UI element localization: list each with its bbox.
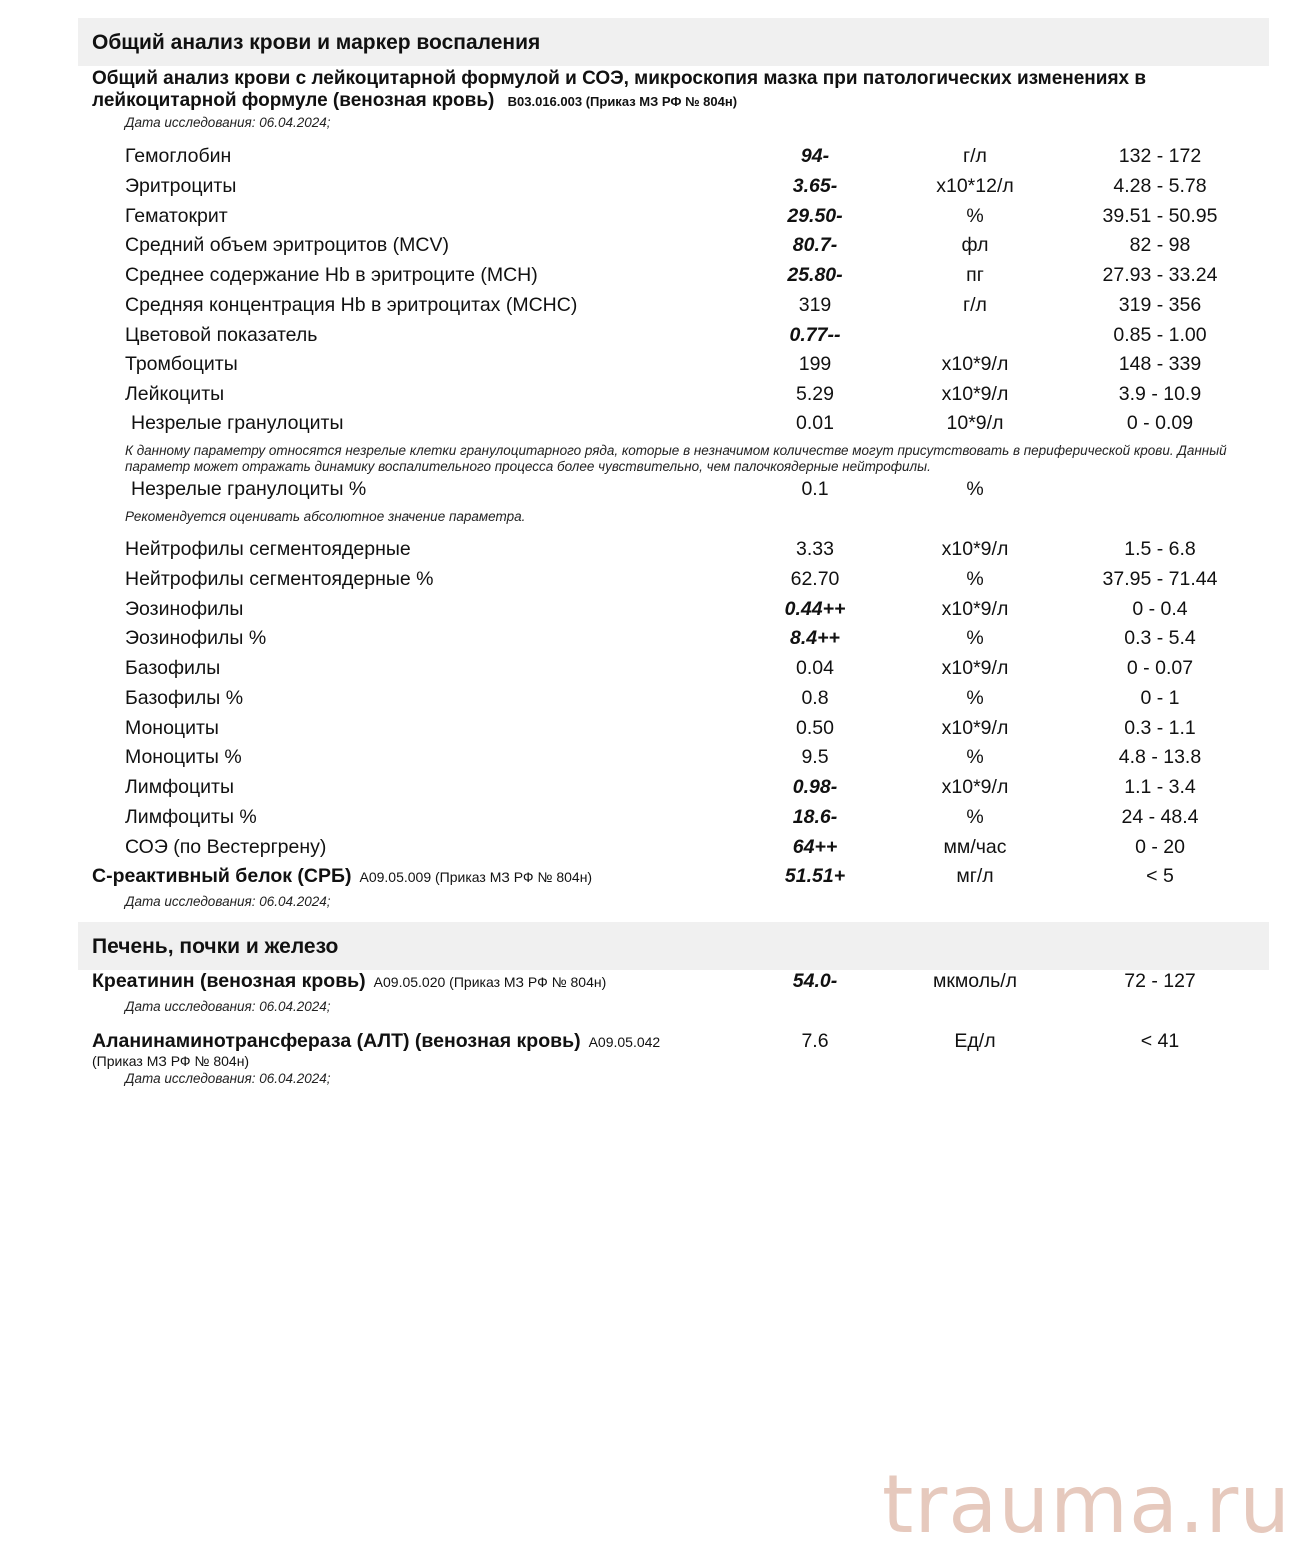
alt-code: A09.05.042 bbox=[588, 1034, 661, 1050]
result-unit: пг bbox=[966, 264, 984, 286]
result-unit: 10*9/л bbox=[946, 412, 1004, 434]
result-unit: x10*9/л bbox=[941, 597, 1009, 620]
test-date-creatinine: Дата исследования: 06.04.2024; bbox=[125, 999, 331, 1014]
result-value: 51.51+ bbox=[784, 865, 846, 887]
result-value: 0.77-- bbox=[789, 323, 841, 346]
result-value: 0.44++ bbox=[784, 597, 846, 620]
result-row bbox=[0, 568, 1299, 598]
result-name: Моноциты % bbox=[125, 746, 242, 769]
creatinine-code: A09.05.020 (Приказ МЗ РФ № 804н) bbox=[373, 974, 607, 990]
result-row bbox=[0, 598, 1299, 628]
result-row bbox=[0, 294, 1299, 324]
result-unit: мм/час bbox=[943, 835, 1007, 858]
result-value: 3.33 bbox=[796, 538, 834, 560]
crp-name: С-реактивный белок (СРБ) bbox=[92, 865, 352, 887]
result-name: Средняя концентрация Hb в эритроцитах (MCHC) bbox=[125, 293, 578, 316]
result-ref: 4.8 - 13.8 bbox=[1118, 746, 1202, 769]
result-row-immature bbox=[0, 412, 1299, 442]
result-unit: x10*9/л bbox=[941, 353, 1009, 376]
result-unit: г/л bbox=[963, 293, 987, 316]
result-value: 0.98- bbox=[792, 776, 838, 798]
result-value: 5.29 bbox=[796, 383, 834, 405]
result-row bbox=[0, 205, 1299, 235]
result-unit: x10*9/л bbox=[941, 383, 1009, 405]
result-ref: 72 - 127 bbox=[1124, 970, 1196, 992]
result-unit: % bbox=[966, 746, 984, 769]
result-value: 80.7- bbox=[792, 234, 838, 257]
result-value: 62.70 bbox=[790, 567, 840, 590]
result-ref: 37.95 - 71.44 bbox=[1102, 567, 1218, 590]
result-ref: 4.28 - 5.78 bbox=[1113, 174, 1207, 197]
result-name: Гематокрит bbox=[125, 204, 228, 227]
result-unit: % bbox=[966, 627, 984, 650]
test-title-cbc bbox=[92, 68, 1272, 113]
section-title-liver: Печень, почки и железо bbox=[92, 935, 339, 958]
result-value: 0.50 bbox=[796, 716, 834, 739]
result-name: Незрелые гранулоциты bbox=[131, 412, 344, 434]
result-value: 199 bbox=[798, 353, 832, 376]
result-row bbox=[0, 234, 1299, 264]
section-title-blood: Общий анализ крови и маркер воспаления bbox=[92, 31, 541, 54]
result-value: 8.4++ bbox=[790, 627, 840, 650]
test-date-cbc: Дата исследования: 06.04.2024; bbox=[125, 115, 331, 130]
result-ref: 0 - 0.09 bbox=[1126, 412, 1194, 434]
result-row bbox=[0, 538, 1299, 568]
result-name: Лимфоциты bbox=[125, 776, 234, 798]
result-ref: < 5 bbox=[1146, 865, 1174, 887]
result-row bbox=[0, 687, 1299, 717]
result-unit: % bbox=[966, 686, 984, 709]
result-row bbox=[0, 657, 1299, 687]
result-unit: x10*12/л bbox=[936, 174, 1014, 197]
result-name: Нейтрофилы сегментоядерные % bbox=[125, 567, 434, 590]
result-row bbox=[0, 324, 1299, 354]
result-ref: 0 - 1 bbox=[1140, 686, 1180, 709]
note-immature-pct: Рекомендуется оценивать абсолютное значение параметра. bbox=[125, 509, 526, 524]
result-ref: 0 - 0.07 bbox=[1126, 657, 1194, 679]
result-row bbox=[0, 717, 1299, 747]
result-name: Гемоглобин bbox=[125, 145, 232, 167]
result-unit: % bbox=[966, 805, 984, 828]
result-row bbox=[0, 746, 1299, 776]
result-ref: 0.3 - 5.4 bbox=[1124, 627, 1196, 650]
result-value: 319 bbox=[798, 293, 832, 316]
result-name: Лимфоциты % bbox=[125, 805, 257, 828]
result-row bbox=[0, 776, 1299, 806]
result-name: Базофилы bbox=[125, 657, 221, 679]
result-unit: x10*9/л bbox=[941, 538, 1009, 560]
result-ref: 24 - 48.4 bbox=[1121, 805, 1199, 828]
result-ref: 82 - 98 bbox=[1129, 234, 1191, 257]
test-date-alt: Дата исследования: 06.04.2024; bbox=[125, 1071, 331, 1086]
result-row bbox=[0, 353, 1299, 383]
result-value: 25.80- bbox=[787, 264, 843, 286]
result-ref: 0.3 - 1.1 bbox=[1124, 716, 1196, 739]
test-code-cbc: B03.016.003 (Приказ МЗ РФ № 804н) bbox=[507, 94, 738, 109]
result-value: 64++ bbox=[792, 835, 838, 858]
result-value: 9.5 bbox=[801, 746, 829, 769]
result-value: 0.1 bbox=[801, 478, 829, 500]
result-row bbox=[0, 383, 1299, 413]
result-name: Среднее содержание Hb в эритроците (MCH) bbox=[125, 264, 538, 286]
result-row-creatinine bbox=[0, 970, 1299, 1000]
result-name: Тромбоциты bbox=[125, 353, 238, 376]
result-value: 29.50- bbox=[787, 204, 843, 227]
result-name: Эозинофилы % bbox=[125, 627, 267, 650]
creatinine-name: Креатинин (венозная кровь) bbox=[92, 970, 366, 992]
result-unit: % bbox=[966, 204, 984, 227]
result-value: 54.0- bbox=[792, 970, 838, 992]
result-ref: 0.85 - 1.00 bbox=[1113, 323, 1207, 346]
result-unit: мг/л bbox=[956, 865, 994, 887]
result-name bbox=[92, 865, 592, 888]
note-immature: К данному параметру относятся незрелые клетки гранулоцитарного ряда, которые в незначимом количестве могут присутствовать в периферической крови. Данный параметр может отражать динамику воспалительного процесса более чувствительно, чем палочкоядерные нейтрофилы. bbox=[125, 443, 1227, 474]
result-ref: 3.9 - 10.9 bbox=[1118, 383, 1202, 405]
result-name: Эозинофилы bbox=[125, 597, 244, 620]
result-row bbox=[0, 627, 1299, 657]
result-unit: фл bbox=[961, 234, 989, 257]
result-unit: Ед/л bbox=[954, 1030, 996, 1052]
result-name: Базофилы % bbox=[125, 686, 244, 709]
result-unit: г/л bbox=[963, 145, 987, 167]
result-value: 3.65- bbox=[792, 174, 838, 197]
result-row bbox=[0, 175, 1299, 205]
result-unit: % bbox=[966, 478, 984, 500]
watermark-logo: trauma.ru bbox=[882, 1458, 1291, 1551]
crp-code: A09.05.009 (Приказ МЗ РФ № 804н) bbox=[359, 869, 593, 885]
result-name: Цветовой показатель bbox=[125, 323, 318, 346]
result-name: Незрелые гранулоциты % bbox=[131, 478, 367, 500]
alt-order-code: (Приказ МЗ РФ № 804н) bbox=[92, 1053, 250, 1069]
result-ref: 27.93 - 33.24 bbox=[1102, 264, 1218, 286]
result-value: 18.6- bbox=[792, 805, 838, 828]
result-name bbox=[92, 1030, 660, 1053]
alt-name: Аланинаминотрансфераза (АЛТ) (венозная кровь) bbox=[92, 1030, 581, 1052]
result-name: Лейкоциты bbox=[125, 383, 225, 405]
result-unit: мкмоль/л bbox=[932, 970, 1018, 992]
result-ref: 0 - 0.4 bbox=[1132, 597, 1188, 620]
result-ref: < 41 bbox=[1140, 1030, 1180, 1052]
result-name: Средний объем эритроцитов (MCV) bbox=[125, 234, 449, 257]
test-name-cbc: Общий анализ крови с лейкоцитарной формулой и СОЭ, микроскопия мазка при патологических изменениях в лейкоцитарной формуле (венозная кровь) bbox=[92, 68, 1147, 111]
result-name bbox=[92, 970, 606, 993]
result-name: Эритроциты bbox=[125, 174, 237, 197]
result-unit: x10*9/л bbox=[941, 716, 1009, 739]
result-unit: x10*9/л bbox=[941, 776, 1009, 798]
result-ref: 1.1 - 3.4 bbox=[1124, 776, 1196, 798]
result-unit: % bbox=[966, 567, 984, 590]
result-row bbox=[0, 145, 1299, 175]
result-ref: 319 - 356 bbox=[1118, 293, 1202, 316]
result-unit: x10*9/л bbox=[941, 657, 1009, 679]
result-name: Моноциты bbox=[125, 716, 219, 739]
result-ref: 148 - 339 bbox=[1118, 353, 1202, 376]
result-ref: 1.5 - 6.8 bbox=[1124, 538, 1196, 560]
result-value: 0.01 bbox=[796, 412, 834, 434]
result-ref: 0 - 20 bbox=[1135, 835, 1185, 858]
result-row bbox=[0, 264, 1299, 294]
result-row-crp bbox=[0, 865, 1299, 895]
result-name: СОЭ (по Вестергрену) bbox=[125, 835, 327, 858]
result-name: Нейтрофилы сегментоядерные bbox=[125, 538, 411, 560]
result-value: 0.04 bbox=[796, 657, 834, 679]
result-row-immature-pct bbox=[0, 478, 1299, 508]
result-value: 7.6 bbox=[801, 1030, 829, 1052]
test-date-crp: Дата исследования: 06.04.2024; bbox=[125, 894, 331, 909]
result-row bbox=[0, 836, 1299, 866]
result-value: 94- bbox=[800, 145, 830, 167]
result-ref: 39.51 - 50.95 bbox=[1102, 204, 1218, 227]
result-value: 0.8 bbox=[801, 686, 829, 709]
result-row bbox=[0, 806, 1299, 836]
result-ref: 132 - 172 bbox=[1118, 145, 1202, 167]
